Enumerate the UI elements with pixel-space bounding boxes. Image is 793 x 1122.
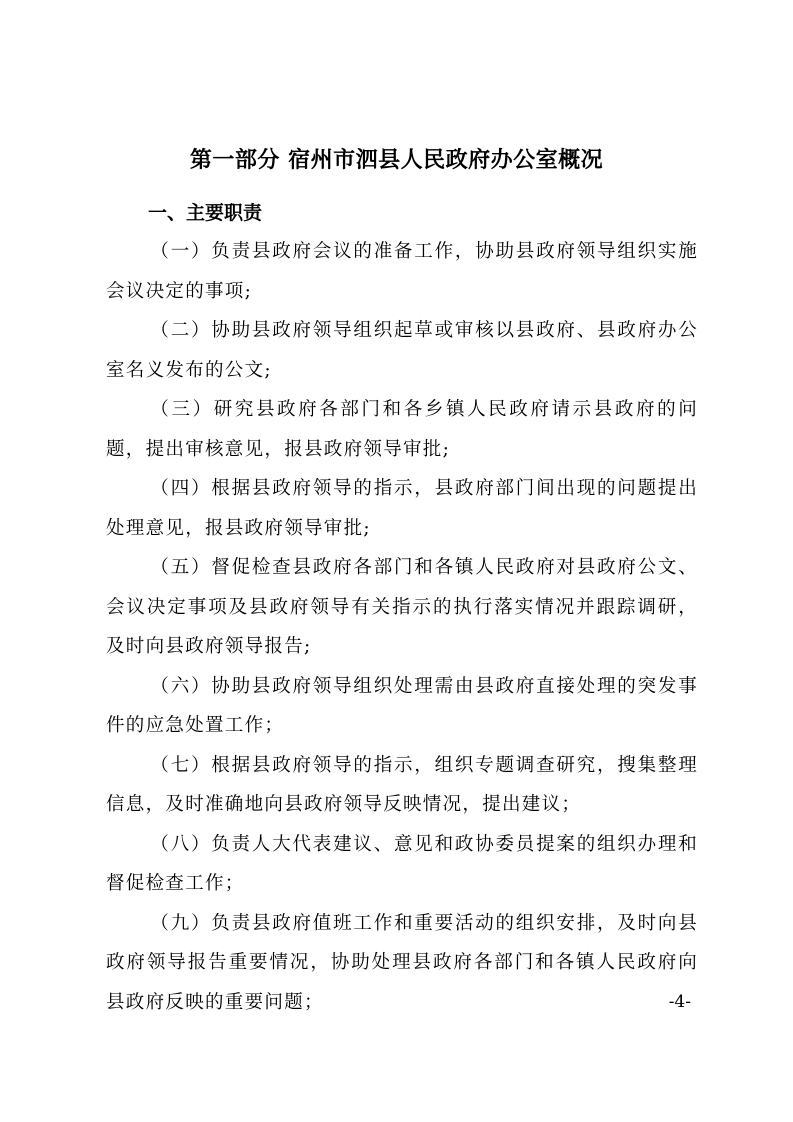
section-heading: 一、主要职责 [148,202,263,224]
paragraph-9: （九）负责县政府值班工作和重要活动的组织安排，及时向县政府领导报告重要情况，协助处理县政府各部门和各镇人民政府向县政府反映的重要问题； [106,912,698,1013]
document-body [106,232,698,1022]
paragraph-6: （六）协助县政府领导组织处理需由县政府直接处理的突发事件的应急处置工作； [106,675,698,736]
page-number: -4- [668,992,691,1012]
paragraph-1: （一）负责县政府会议的准备工作，协助县政府领导组织实施会议决定的事项; [106,241,698,302]
paragraph-7: （七）根据县政府领导的指示，组织专题调查研究，搜集整理信息，及时准确地向县政府领导反映情况，提出建议； [106,754,698,815]
paragraph-3: （三）研究县政府各部门和各乡镇人民政府请示县政府的问题，提出审核意见，报县政府领导审批; [106,399,698,460]
paragraph-4: （四）根据县政府领导的指示，县政府部门间出现的问题提出处理意见，报县政府领导审批; [106,478,698,539]
page-title: 第一部分 宿州市泗县人民政府办公室概况 [189,147,604,173]
paragraph-8: （八）负责人大代表建议、意见和政协委员提案的组织办理和督促检查工作； [106,833,698,894]
paragraph-2: （二）协助县政府领导组织起草或审核以县政府、县政府办公室名义发布的公文; [106,320,698,381]
paragraph-5: （五）督促检查县政府各部门和各镇人民政府对县政府公文、会议决定事项及县政府领导有关指示的执行落实情况并跟踪调研，及时向县政府领导报告; [106,557,698,657]
